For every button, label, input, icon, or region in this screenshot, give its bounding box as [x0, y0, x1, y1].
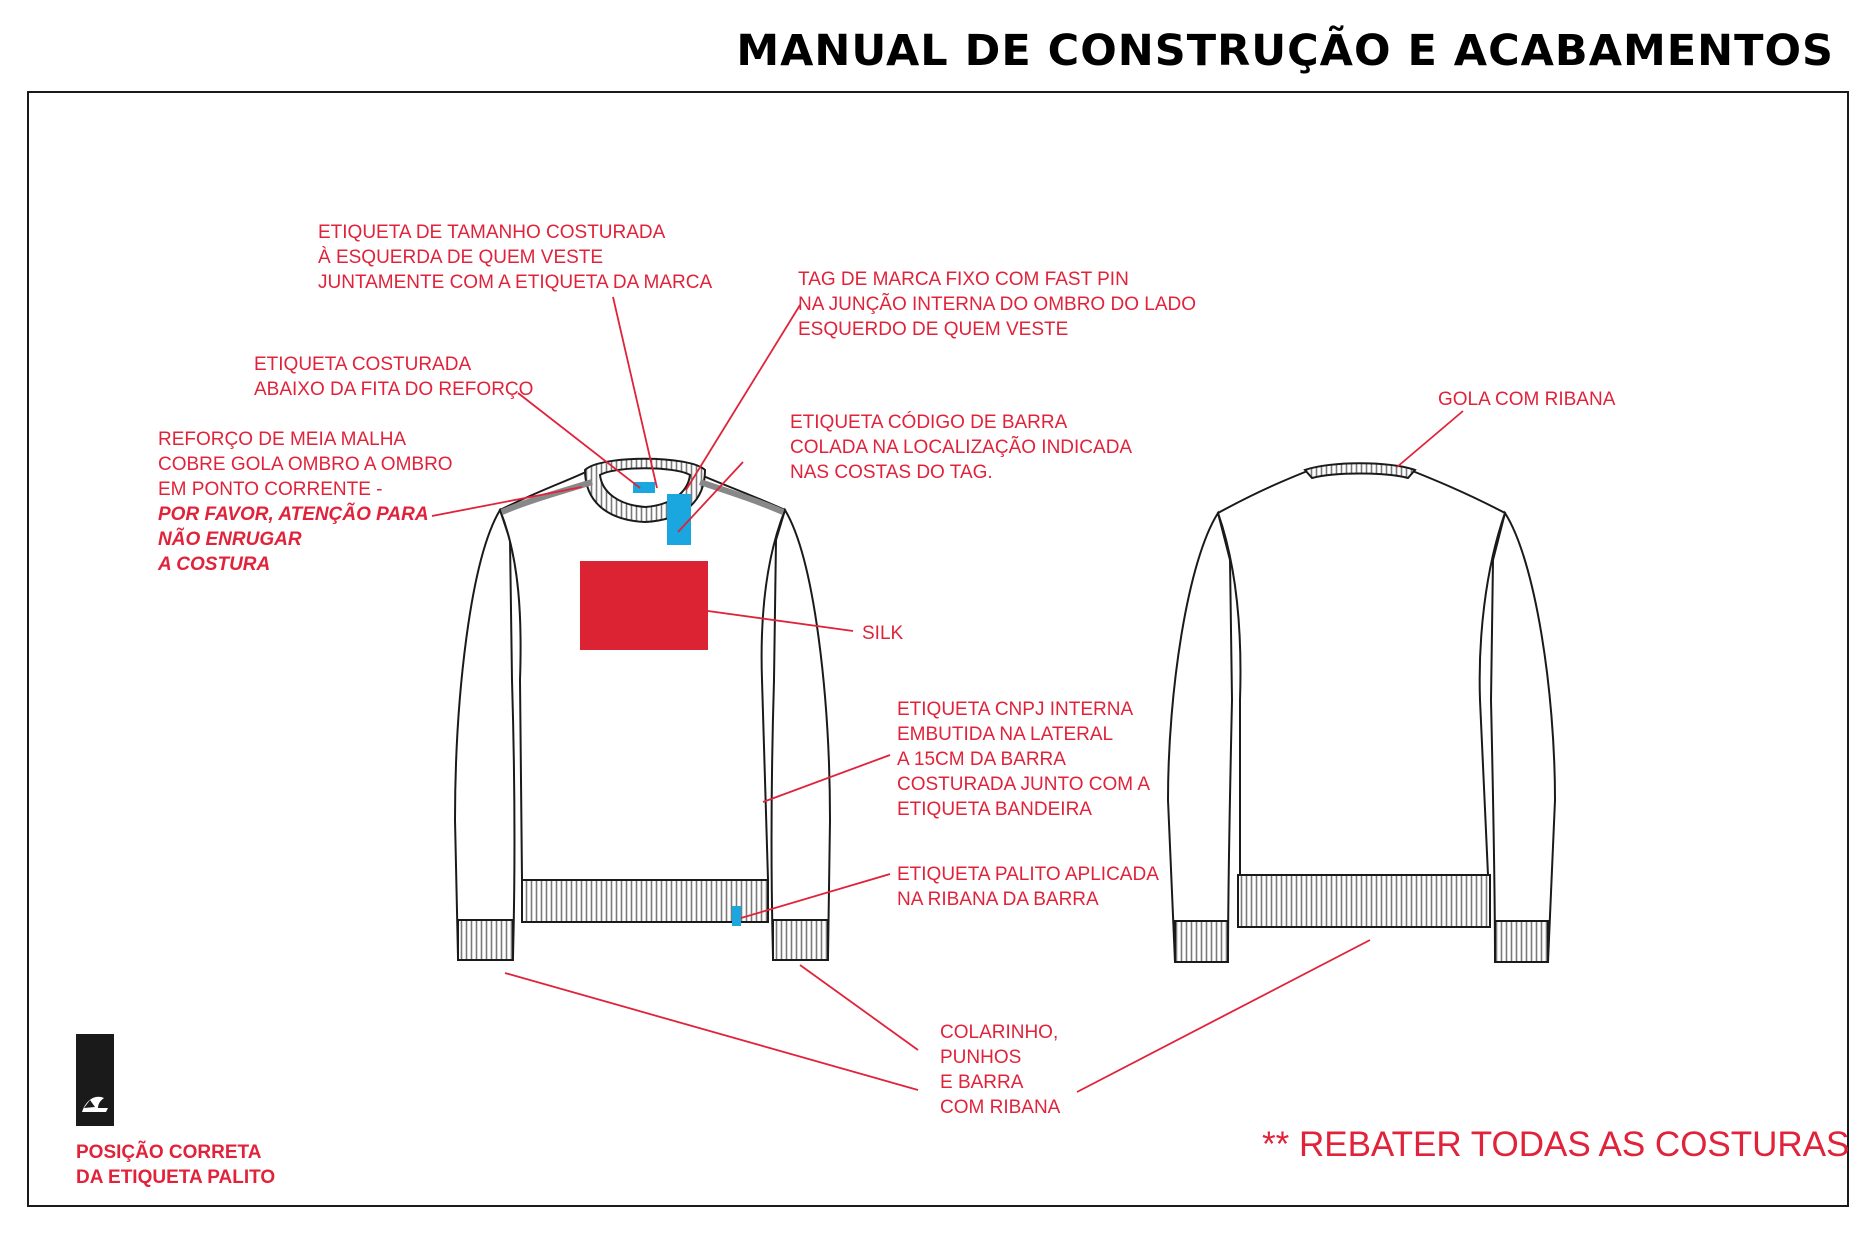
silk-print-area [580, 561, 708, 650]
front-right-sleeve [772, 510, 830, 957]
back-right-cuff [1495, 921, 1548, 962]
rib-trims-line: E BARRA [940, 1072, 1024, 1093]
cnpj-line: A 15CM DA BARRA [897, 749, 1066, 770]
back-left-cuff [1175, 921, 1228, 962]
silk-label: SILK [862, 623, 904, 644]
tag-caption-line: DA ETIQUETA PALITO [76, 1167, 276, 1188]
annotation-sewn-label [254, 352, 533, 402]
reinforcement-warning-line: NÃO ENRUGAR [158, 529, 302, 550]
annotation-size-label [318, 220, 712, 295]
leader-rib-front-hem [505, 973, 918, 1090]
back-right-sleeve [1491, 513, 1555, 962]
barcode-line: NAS COSTAS DO TAG. [790, 462, 993, 483]
back-hem-rib [1238, 875, 1490, 927]
annotation-barcode [790, 410, 1132, 485]
front-right-cuff [773, 920, 828, 960]
page-title: MANUAL DE CONSTRUÇÃO E ACABAMENTOS [736, 26, 1834, 76]
rib-trims-line: COM RIBANA [940, 1097, 1061, 1118]
front-sweater [455, 459, 830, 960]
sewn-label-line: ETIQUETA COSTURADA [254, 354, 472, 375]
tag-caption [76, 1140, 275, 1190]
annotation-reinforcement [158, 427, 453, 577]
cnpj-line: COSTURADA JUNTO COM A [897, 774, 1151, 795]
palito-label-marker [732, 906, 741, 926]
sewn-label-line: ABAIXO DA FITA DO REFORÇO [254, 379, 534, 400]
reinforcement-line: EM PONTO CORRENTE - [158, 479, 383, 500]
back-collar-label: GOLA COM RIBANA [1438, 389, 1616, 410]
reinforcement-line: REFORÇO DE MEIA MALHA [158, 429, 407, 450]
size-label-line: À ESQUERDA DE QUEM VESTE [318, 247, 604, 268]
annotation-rib-trims [940, 1020, 1060, 1120]
brand-hang-tag [76, 1034, 114, 1126]
size-label-line: ETIQUETA DE TAMANHO COSTURADA [318, 222, 666, 243]
annotation-brand-tag [798, 267, 1196, 342]
back-body [1218, 470, 1505, 875]
cnpj-line: EMBUTIDA NA LATERAL [897, 724, 1114, 745]
general-note: ** REBATER TODAS AS COSTURAS [1262, 1125, 1850, 1164]
annotation-silk [862, 621, 903, 646]
reinforcement-warning-line: A COSTURA [158, 554, 271, 575]
leader-back-collar [1397, 411, 1463, 467]
annotation-cnpj [897, 697, 1150, 822]
size-label-line: JUNTAMENTE COM A ETIQUETA DA MARCA [318, 272, 713, 293]
tag-caption-line: POSIÇÃO CORRETA [76, 1142, 262, 1163]
size-label-marker [633, 482, 655, 493]
front-hem-rib [522, 880, 768, 922]
palito-line: NA RIBANA DA BARRA [897, 889, 1099, 910]
cnpj-line: ETIQUETA CNPJ INTERNA [897, 699, 1134, 720]
leader-rib-front-cuff [800, 965, 918, 1050]
front-left-sleeve [455, 510, 514, 957]
brand-tag-line: NA JUNÇÃO INTERNA DO OMBRO DO LADO [798, 294, 1196, 315]
back-sweater [1168, 463, 1555, 962]
front-body [500, 470, 785, 880]
brand-tag-marker [667, 494, 691, 545]
reinforcement-line: COBRE GOLA OMBRO A OMBRO [158, 454, 453, 475]
rib-trims-line: PUNHOS [940, 1047, 1022, 1068]
palito-line: ETIQUETA PALITO APLICADA [897, 864, 1159, 885]
back-left-sleeve [1168, 513, 1232, 962]
front-left-cuff [458, 920, 513, 960]
leader-sewn-label [518, 393, 640, 488]
cnpj-line: ETIQUETA BANDEIRA [897, 799, 1092, 820]
brand-tag-line: ESQUERDO DE QUEM VESTE [798, 319, 1069, 340]
reinforcement-warning-line: POR FAVOR, ATENÇÃO PARA [158, 504, 429, 525]
annotation-palito [897, 862, 1159, 912]
rib-trims-line: COLARINHO, [940, 1022, 1059, 1043]
annotation-back-collar [1438, 387, 1615, 412]
barcode-line: ETIQUETA CÓDIGO DE BARRA [790, 412, 1068, 433]
barcode-line: COLADA NA LOCALIZAÇÃO INDICADA [790, 437, 1133, 458]
brand-tag-line: TAG DE MARCA FIXO COM FAST PIN [798, 269, 1129, 290]
